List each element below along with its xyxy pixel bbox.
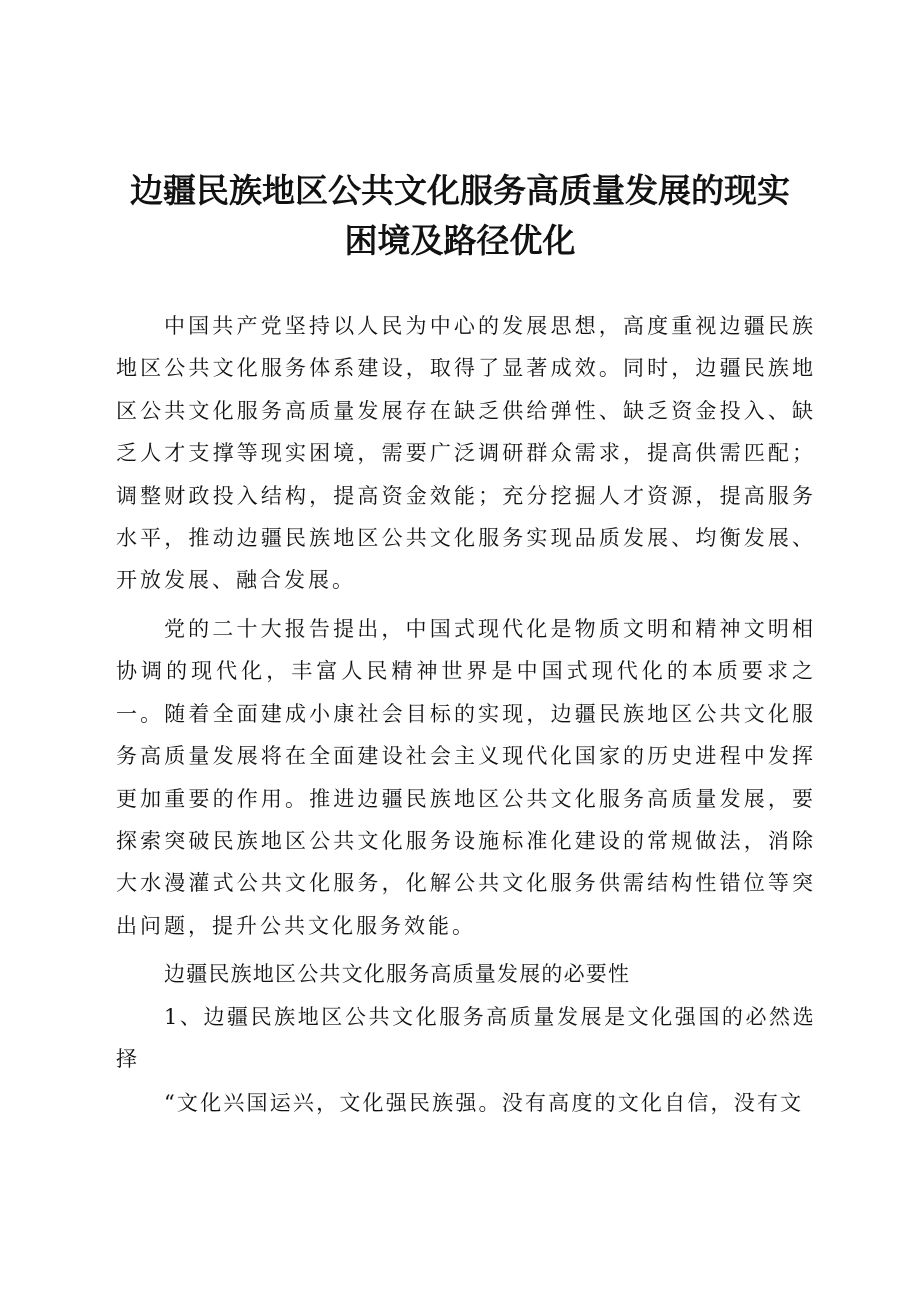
paragraph-introduction: 党的二十大报告提出，中国式现代化是物质文明和精神文明相协调的现代化，丰富人民精神世界是中国式现代化的本质要求之一。随着全面建成小康社会目标的实现，边疆民族地区公共文化服务高质量发展将在全面建设社会主义现代化国家的历史进程中发挥更加重要的作用。推进边疆民族地区公共文化服务高质量发展，要探索突破民族地区公共文化服务设施标准化建设的常规做法，消除大水漫灌式公共文化服务，化解公共文化服务供需结构性错位等突出问题，提升公共文化服务效能。: [116, 617, 816, 938]
document-title-line-2: 困境及路径优化: [344, 221, 576, 260]
subsection-heading: 1、边疆民族地区公共文化服务高质量发展是文化强国的必然选择: [116, 1005, 816, 1072]
document-title-line-1: 边疆民族地区公共文化服务高质量发展的现实: [130, 171, 790, 210]
section-heading: 边疆民族地区公共文化服务高质量发展的必要性: [164, 962, 631, 986]
paragraph-abstract: 中国共产党坚持以人民为中心的发展思想，高度重视边疆民族地区公共文化服务体系建设，取得了显著成效。同时，边疆民族地区公共文化服务高质量发展存在缺乏供给弹性、缺乏资金投入、缺乏人才支撑等现实困境，需要广泛调研群众需求，提高供需匹配；调整财政投入结构，提高资金效能；充分挖掘人才资源，提高服务水平，推动边疆民族地区公共文化服务实现品质发展、均衡发展、开放发展、融合发展。: [116, 314, 816, 593]
paragraph-quote: “文化兴国运兴，文化强民族强。没有高度的文化自信，没有文: [164, 1091, 804, 1115]
